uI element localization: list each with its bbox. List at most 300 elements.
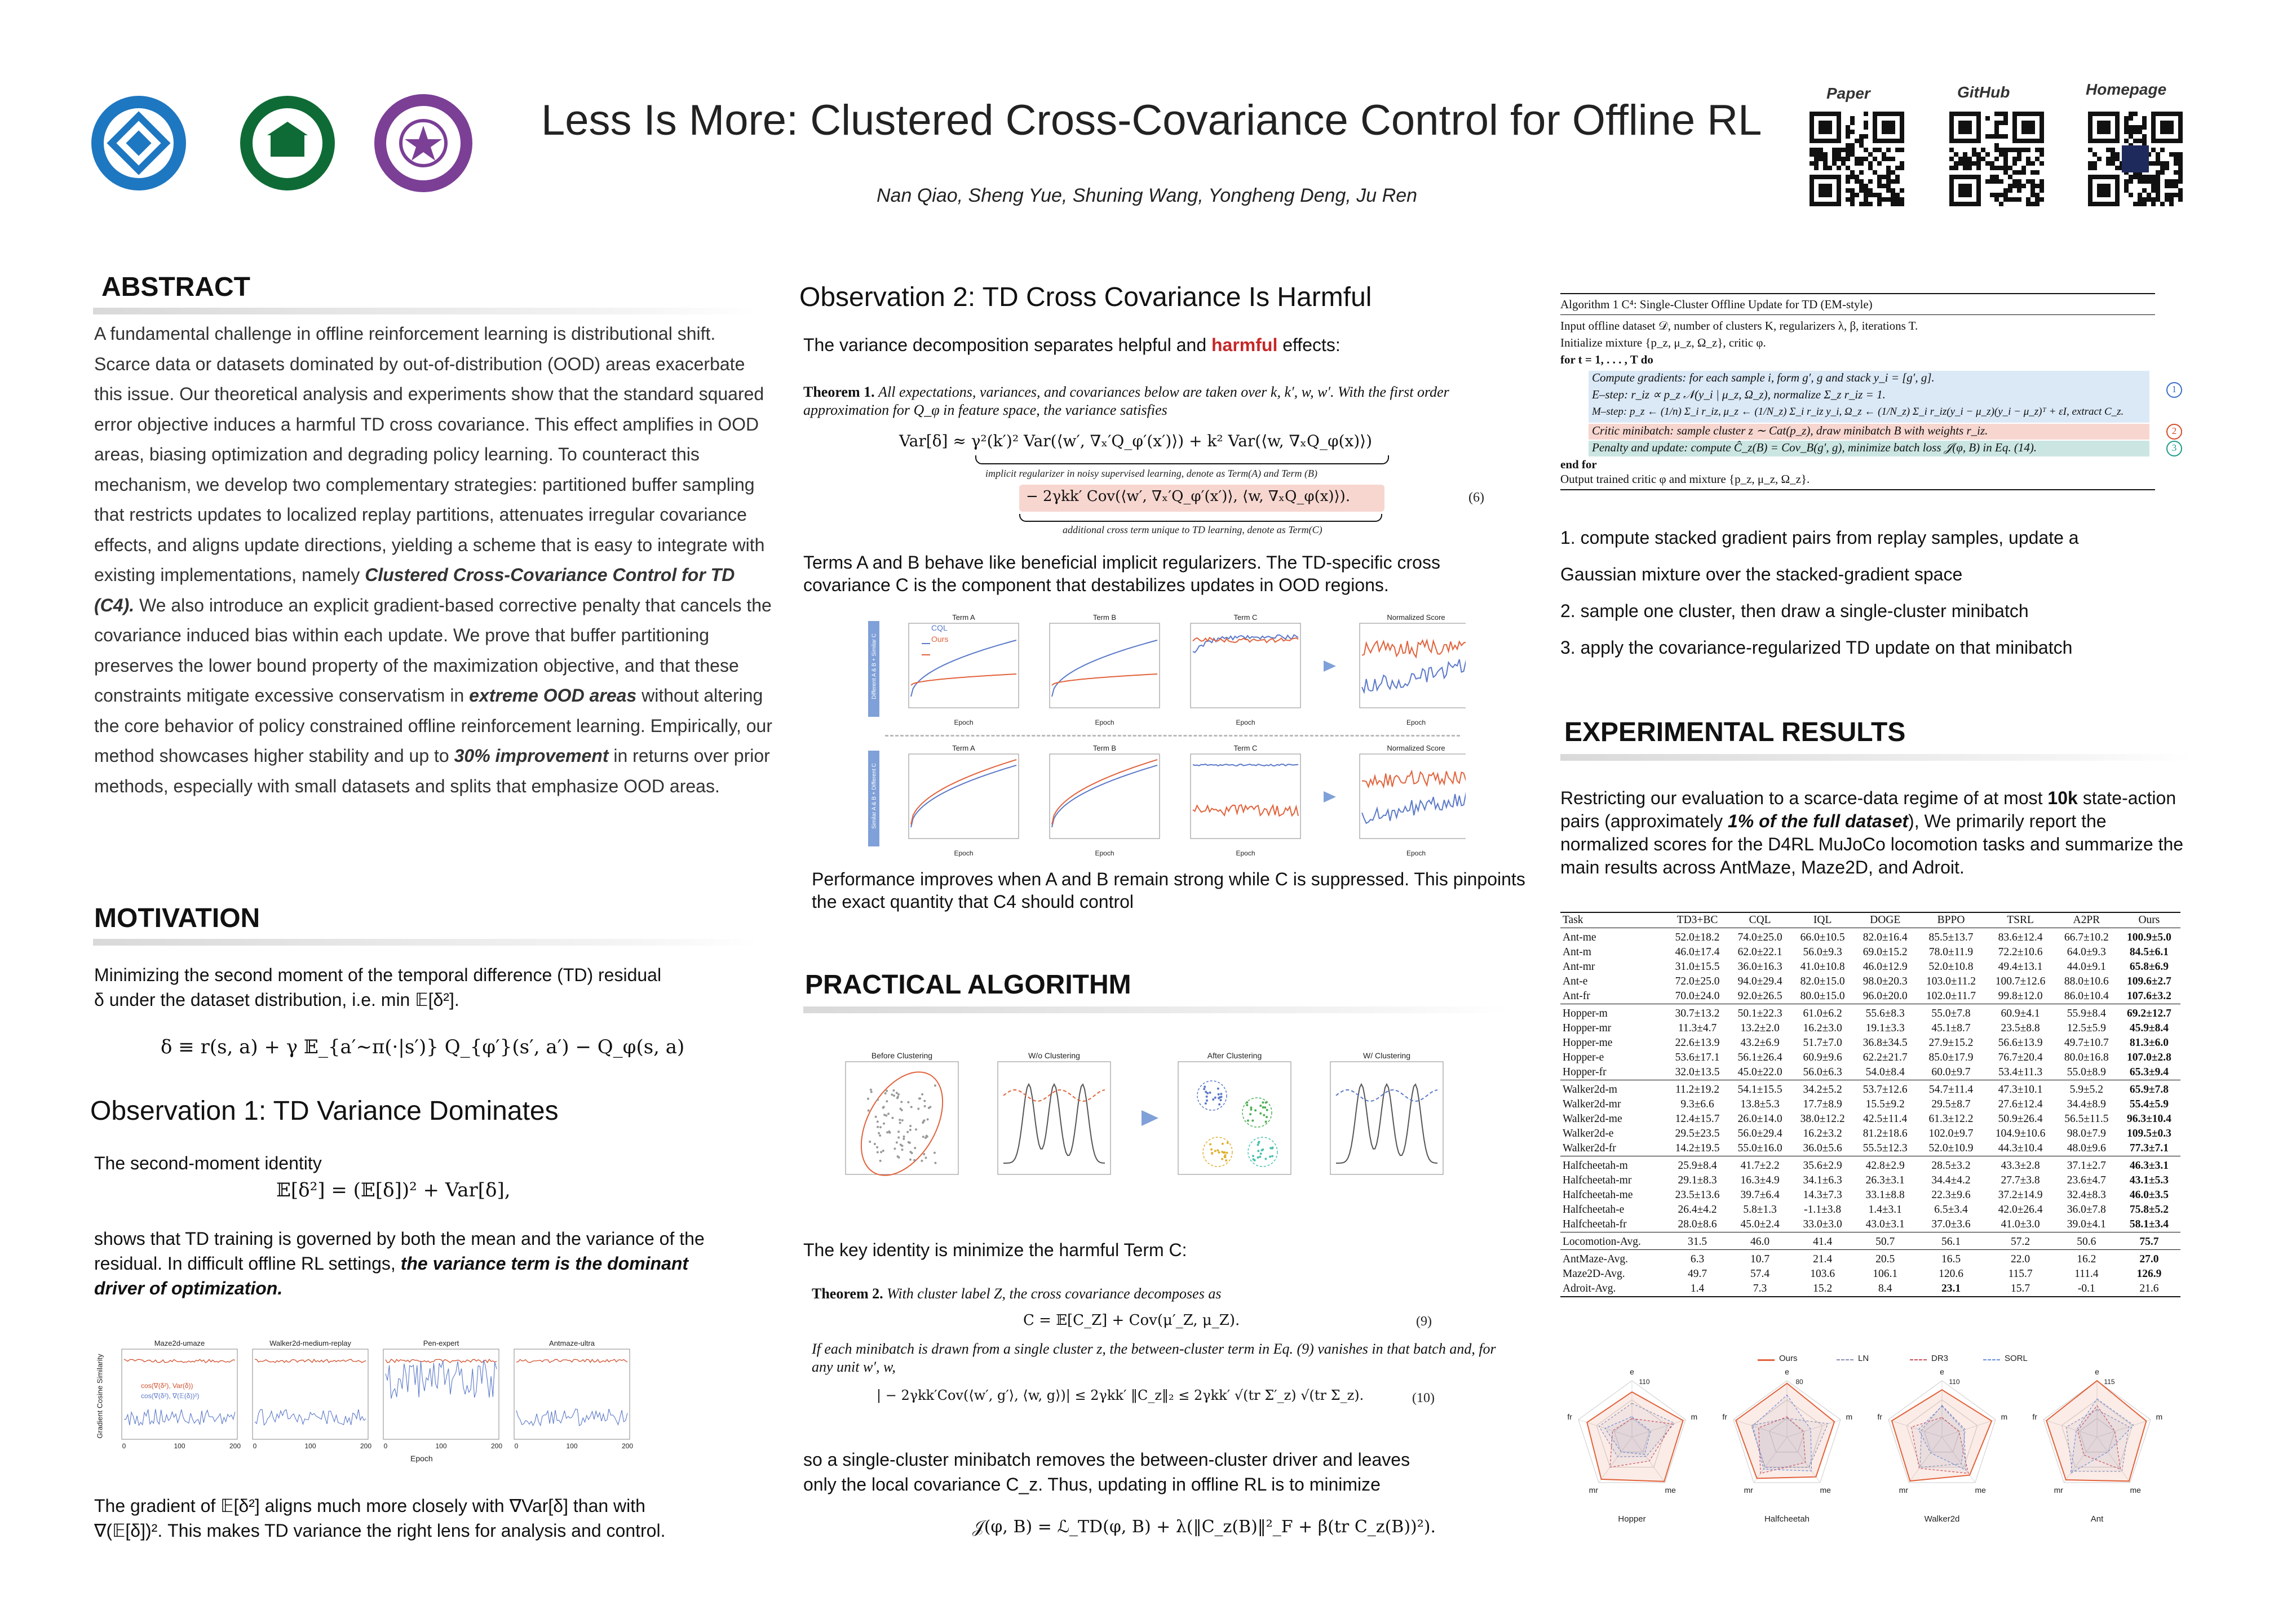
table-cell: 43.2±6.9 xyxy=(1740,1037,1780,1049)
table-cell: 5.9±5.2 xyxy=(2055,1080,2118,1098)
sample-point xyxy=(923,1100,926,1102)
table-cell: Adroit-Avg. xyxy=(1560,1281,1666,1297)
second-moment-equation: 𝔼[δ²] = (𝔼[δ])² + Var[δ], xyxy=(276,1179,511,1201)
sample-point xyxy=(877,1151,879,1154)
table-cell: 85.5±13.7 xyxy=(1917,928,1986,946)
table-cell: 81.2±18.6 xyxy=(1863,1128,1908,1139)
qr-code-homepage[interactable] xyxy=(2088,112,2183,206)
step-marker-3: 3 xyxy=(2166,441,2182,456)
table-cell: 84.5±6.1 xyxy=(2129,946,2169,958)
table-cell: 88.0±10.6 xyxy=(2064,975,2109,987)
cluster-point xyxy=(1246,1101,1248,1103)
table-cell: 82.0±16.4 xyxy=(1854,928,1917,946)
radar-legend-ln: LN xyxy=(1858,1354,1869,1363)
sample-point xyxy=(924,1105,926,1107)
column-header: TSRL xyxy=(1985,912,2055,928)
table-cell: 94.0±29.4 xyxy=(1737,975,1782,987)
table-cell: 55.5±12.3 xyxy=(1863,1142,1908,1154)
sample-point xyxy=(896,1141,898,1143)
table-cell: 76.7±20.4 xyxy=(1998,1052,2043,1063)
radar-title-hopper: Hopper xyxy=(1618,1514,1646,1524)
cluster-point xyxy=(1205,1102,1207,1105)
table-row xyxy=(1560,1232,2180,1250)
sample-point xyxy=(875,1116,877,1118)
sample-point xyxy=(924,1156,927,1159)
table-cell: 54.7±11.4 xyxy=(1917,1080,1986,1098)
algorithm-line-endfor: end for xyxy=(1560,458,1597,471)
brace-term-c-label: additional cross term unique to TD learning, denote as Term(C) xyxy=(1063,524,1322,535)
table-row xyxy=(1560,1097,2180,1112)
table-row xyxy=(1560,1127,2180,1141)
cluster-point xyxy=(1206,1099,1208,1102)
table-cell: 81.3±6.0 xyxy=(2129,1037,2169,1049)
table-cell: 56.1±26.4 xyxy=(1737,1052,1782,1063)
obs1-panel-2 xyxy=(253,1349,368,1439)
radar-max-label: 110 xyxy=(1949,1378,1960,1386)
obs1-xtick: 100 xyxy=(304,1442,316,1450)
cluster-point xyxy=(1250,1108,1252,1111)
table-cell: 53.6±17.1 xyxy=(1675,1052,1720,1063)
radar-axis-label: e xyxy=(1785,1367,1789,1376)
table-cell: 13.2±2.0 xyxy=(1740,1022,1780,1034)
table-cell: 39.0±4.1 xyxy=(2067,1218,2106,1230)
table-cell: 54.1±15.5 xyxy=(1729,1080,1791,1098)
sample-point xyxy=(901,1119,904,1121)
table-cell: Hopper-m xyxy=(1560,1004,1666,1022)
radar-axis-label: fr xyxy=(1567,1412,1572,1422)
obs2-xlabel: Epoch xyxy=(1406,719,1426,726)
algorithm-line-mstep: M–step: p_z ← (1/n) Σ_i r_iz, μ_z ← (1/N_z) Σ_i r_iz y_i, Ω_z ← (1/N_z) Σ_i r_iz(y_i − μ_z)(y_i − μ_z)ᵀ + εI, extract C_z. xyxy=(1592,406,2124,418)
algorithm-line-minibatch: Critic minibatch: sample cluster z ∼ Cat(p_z), draw minibatch B with weights r_iz. xyxy=(1592,424,1988,437)
obs1-xtick: 100 xyxy=(566,1442,578,1450)
table-row xyxy=(1560,1281,2180,1297)
cluster-point xyxy=(1271,1147,1273,1150)
sample-point xyxy=(870,1089,872,1091)
table-cell: Halfcheetah-fr xyxy=(1563,1218,1627,1230)
abstract-method-name: Clustered Cross-Covariance Control for TD (C4). xyxy=(94,565,735,615)
table-cell: 12.4±15.7 xyxy=(1675,1113,1720,1125)
radar-axis-label: me xyxy=(1665,1485,1676,1495)
sample-point xyxy=(909,1129,912,1131)
table-cell: Hopper-me xyxy=(1563,1037,1613,1049)
table-cell: 36.8±34.5 xyxy=(1863,1037,1908,1049)
table-cell: 17.7±8.9 xyxy=(1803,1098,1842,1110)
table-cell: 34.4±8.9 xyxy=(2067,1098,2106,1110)
sample-point xyxy=(879,1134,881,1137)
abstract-divider xyxy=(93,308,758,314)
column-header: CQL xyxy=(1729,912,1791,928)
radar-title-halfcheetah: Halfcheetah xyxy=(1764,1514,1810,1524)
cluster-point xyxy=(1253,1158,1255,1160)
table-cell: Halfcheetah-mr xyxy=(1563,1174,1632,1186)
motivation-divider xyxy=(93,939,758,946)
row-label-2-text: Similar A & B + Different C xyxy=(871,763,878,829)
algorithm-line-output: Output trained critic φ and mixture {p_z, μ_z, Ω_z}. xyxy=(1560,472,1810,486)
experimental-results-heading: EXPERIMENTAL RESULTS xyxy=(1564,717,1906,747)
obs2-panel-1-1 xyxy=(1050,754,1160,839)
obs1-xtick: 100 xyxy=(174,1442,185,1450)
table-cell: Ant-me xyxy=(1560,928,1666,946)
sample-point xyxy=(896,1092,898,1094)
radar-axis-label: m xyxy=(1846,1412,1853,1422)
column-header: BPPO xyxy=(1917,912,1986,928)
qr-code-paper[interactable] xyxy=(1810,112,1904,206)
abstract-text: A fundamental challenge in offline reinforcement learning is distributional shift. Scarce data or datasets dominated by out-of-distribution (OOD) areas exacerbate this issue. Our theoretical analysis and experiments show that the standard squared error objective induces a harmful TD cross covariance. This effect amplifies in OOD areas, biasing optimization and degrading policy learning. To counteract this mechanism, we develop two complementary strategies: partitioned buffer sampling that restricts updates to localized replay partitions, attenuates irregular covariance effects, and aligns update directions, yielding a scheme that is easy to integrate with existing implementations, namely Clustered Cross-Covariance Control for TD (C4). We also introduce an explicit gradient-based corrective penalty that cancels the covariance induced bias within each update. We prove that buffer partitioning preserves the lower bound property of the maximization objective, and that these constraints mitigate excessive conservatism in extreme OOD areas without altering the core behavior of policy constrained offline reinforcement learning. Empirically, our method showcases higher stability and up to 30% improvement in returns over prior methods, especially with small datasets and splits that emphasize OOD areas. xyxy=(94,323,772,796)
obs2-panel-0-0 xyxy=(909,623,1019,708)
obs1-xtick: 200 xyxy=(490,1442,503,1450)
table-cell: 29.5±23.5 xyxy=(1675,1128,1720,1139)
step-marker-1: 1 xyxy=(2166,382,2182,398)
cluster-point xyxy=(1265,1120,1267,1123)
sample-point xyxy=(907,1101,909,1103)
cluster-point xyxy=(1226,1152,1228,1154)
table-cell: 83.6±12.4 xyxy=(1985,928,2055,946)
table-cell: 16.2±3.2 xyxy=(1803,1128,1842,1139)
row-label-1-text: Different A & B + Similar C xyxy=(871,633,878,699)
theorem-2-continued: If each minibatch is drawn from a single cluster z, the between-cluster term in Eq. (9) vanishes in that batch and, for any unit w′, w, xyxy=(812,1341,1496,1375)
radar-axis-label: mr xyxy=(1589,1485,1598,1495)
radar-title-walker2d: Walker2d xyxy=(1924,1514,1960,1524)
obs1-legend-mean: cos(∇(δ²), ∇(𝔼(δ))²) xyxy=(141,1392,200,1400)
sample-point xyxy=(879,1126,882,1128)
table-cell: 60.0±9.7 xyxy=(1931,1066,1971,1078)
table-cell: 6.3 xyxy=(1666,1250,1729,1267)
table-cell: Halfcheetah-e xyxy=(1563,1204,1625,1216)
cluster-panel-title-2: W/o Clustering xyxy=(1028,1051,1080,1060)
table-cell: 61.0±6.2 xyxy=(1791,1004,1854,1022)
table-cell: 41.0±10.8 xyxy=(1800,961,1845,973)
obs2-xlabel: Epoch xyxy=(1406,849,1426,857)
variance-decomposition-line2: − 2γkk′ Cov(⟨w′, ∇ₓ′Q_φ′(x′)⟩, ⟨w, ∇ₓQ_φ(x)⟩). xyxy=(1026,488,1351,505)
cluster-point xyxy=(1257,1150,1259,1152)
table-cell: 42.0±26.4 xyxy=(1998,1204,2043,1216)
table-cell: 49.4±13.1 xyxy=(1998,961,2043,973)
obs2-panel-title-0-2: Term C xyxy=(1233,613,1258,622)
table-cell: 52.0±10.9 xyxy=(1928,1142,1974,1154)
table-row xyxy=(1560,960,2180,974)
table-cell: 46.0±17.4 xyxy=(1675,946,1720,958)
obs1-legend-var: cos(∇(δ²), Var(δ)) xyxy=(141,1382,193,1390)
table-row xyxy=(1560,1065,2180,1080)
table-cell: Maze2D-Avg. xyxy=(1563,1268,1625,1280)
table-row xyxy=(1560,928,2180,946)
table-cell: 111.4 xyxy=(2074,1268,2099,1280)
sample-point xyxy=(874,1143,876,1145)
cluster-point xyxy=(1259,1105,1262,1107)
obs2-panel-0-3 xyxy=(1360,623,1466,708)
table-row xyxy=(1560,1080,2180,1098)
table-cell: 11.3±4.7 xyxy=(1678,1022,1717,1034)
obs2-xlabel: Epoch xyxy=(1236,849,1255,857)
table-cell: 19.1±3.3 xyxy=(1865,1022,1905,1034)
sample-point xyxy=(934,1152,936,1154)
cluster-point xyxy=(1249,1113,1251,1115)
sample-point xyxy=(877,1126,879,1128)
step-marker-2: 2 xyxy=(2166,424,2182,440)
table-cell: 126.9 xyxy=(2136,1268,2162,1280)
table-cell: 60.9±4.1 xyxy=(1985,1004,2055,1022)
table-cell: 65.3±9.4 xyxy=(2129,1066,2169,1078)
cluster-point xyxy=(1257,1144,1259,1146)
table-cell: Ant-m xyxy=(1563,946,1591,958)
table-cell: 37.2±14.9 xyxy=(1998,1189,2043,1201)
table-cell: 46.0 xyxy=(1729,1232,1791,1250)
cluster-point xyxy=(1271,1155,1273,1158)
sample-point xyxy=(868,1110,870,1112)
sample-point xyxy=(915,1128,917,1130)
radar-axis-label: fr xyxy=(1722,1412,1727,1422)
cluster-point xyxy=(1224,1154,1227,1156)
sample-point xyxy=(885,1115,887,1117)
table-cell: 16.5 xyxy=(1917,1250,1986,1267)
radar-max-label: 115 xyxy=(2104,1378,2115,1386)
obs2-panel-title-1-2: Term C xyxy=(1233,744,1258,752)
table-cell: 50.1±22.3 xyxy=(1729,1004,1791,1022)
table-cell: 45.1±8.7 xyxy=(1931,1022,1971,1034)
radar-axis-label: e xyxy=(1630,1367,1634,1376)
table-cell: 55.0±16.0 xyxy=(1737,1142,1782,1154)
sample-point xyxy=(923,1153,925,1155)
table-cell: 25.9±8.4 xyxy=(1666,1156,1729,1174)
sample-point xyxy=(883,1106,885,1108)
obs2-panel-title-0-0: Term A xyxy=(952,613,975,622)
sample-point xyxy=(886,1090,888,1092)
table-cell: 106.1 xyxy=(1873,1268,1898,1280)
td-residual-equation: δ ≡ r(s, a) + γ 𝔼_{a′∼π(·|s′)} Q_{φ′}(s′, a′) − Q_φ(s, a) xyxy=(161,1036,685,1058)
table-cell: Hopper-e xyxy=(1563,1052,1604,1063)
clustering-figure xyxy=(834,1048,1499,1229)
table-cell: 109.5±0.3 xyxy=(2126,1128,2171,1139)
cluster-point xyxy=(1259,1156,1261,1158)
table-cell: 56.0±9.3 xyxy=(1803,946,1842,958)
abstract-heading: ABSTRACT xyxy=(101,272,250,302)
table-cell: 69.2±12.7 xyxy=(2118,1004,2180,1022)
cluster-point xyxy=(1206,1096,1208,1098)
cluster-point xyxy=(1264,1106,1266,1108)
sample-point xyxy=(877,1120,879,1123)
obs1-xtick: 0 xyxy=(514,1442,519,1450)
sample-point xyxy=(927,1118,929,1120)
table-cell: Walker2d-m xyxy=(1560,1080,1666,1098)
radar-legend-dr3: DR3 xyxy=(1931,1354,1949,1363)
obs2-panel-0-1 xyxy=(1050,623,1160,708)
table-cell: 6.5±3.4 xyxy=(1934,1204,1968,1216)
obs2-arrow xyxy=(1324,791,1336,802)
poster-title: Less Is More: Clustered Cross-Covariance Control for Offline RL xyxy=(541,96,1762,144)
cluster-point xyxy=(1252,1155,1254,1157)
table-cell: 42.8±2.9 xyxy=(1854,1156,1917,1174)
theorem-1: Theorem 1. All expectations, variances, and covariances below are taken over k, k′, w, w′. With the first order approximation for Q_φ in feature space, the variance satisfies xyxy=(803,384,1449,418)
table-cell: 103.0±11.2 xyxy=(1926,975,1976,987)
table-cell: 22.6±13.9 xyxy=(1675,1037,1720,1049)
sample-point xyxy=(891,1117,893,1119)
sample-point xyxy=(921,1160,923,1162)
table-row xyxy=(1560,1004,2180,1022)
sample-point xyxy=(869,1141,871,1143)
table-row xyxy=(1560,1112,2180,1127)
table-cell: 102.0±11.7 xyxy=(1926,990,1976,1002)
table-cell: 55.6±8.3 xyxy=(1854,1004,1917,1022)
table-cell: 14.3±7.3 xyxy=(1803,1189,1842,1201)
table-cell: 41.0±3.0 xyxy=(2001,1218,2040,1230)
table-cell: 43.3±2.8 xyxy=(1985,1156,2055,1174)
table-cell: 26.3±3.1 xyxy=(1865,1174,1905,1186)
key-identity-text: The key identity is minimize the harmful Term C: xyxy=(803,1240,1187,1260)
table-cell: 22.3±9.6 xyxy=(1931,1189,1971,1201)
sample-point xyxy=(899,1119,901,1121)
sample-point xyxy=(897,1096,899,1098)
cluster-point xyxy=(1205,1091,1207,1093)
table-cell: 77.3±7.1 xyxy=(2129,1142,2169,1154)
table-cell: 64.0±9.3 xyxy=(2067,946,2106,958)
obs1-panel-title-4: Antmaze-ultra xyxy=(549,1339,595,1347)
central-south-university-logo xyxy=(90,95,187,192)
table-row xyxy=(1560,1050,2180,1065)
sample-point xyxy=(899,1122,901,1124)
practical-algorithm-heading: PRACTICAL ALGORITHM xyxy=(805,970,1131,1000)
table-cell: 96.3±10.4 xyxy=(2126,1113,2171,1125)
table-cell: 35.6±2.9 xyxy=(1791,1156,1854,1174)
qr-label-paper: Paper xyxy=(1826,85,1870,102)
sample-point xyxy=(888,1130,890,1133)
radar-legend-ours: Ours xyxy=(1779,1354,1798,1363)
obs1-xtick: 200 xyxy=(360,1442,372,1450)
cluster-panel-title-3: After Clustering xyxy=(1207,1051,1262,1060)
cluster-panel-2 xyxy=(998,1062,1111,1174)
sample-point xyxy=(893,1094,895,1097)
sample-point xyxy=(883,1123,885,1125)
cluster-point xyxy=(1254,1109,1257,1111)
table-cell: 55.4±5.9 xyxy=(2129,1098,2169,1110)
cluster-point xyxy=(1262,1106,1264,1108)
cluster-point xyxy=(1262,1101,1264,1103)
table-cell: 1.4 xyxy=(1666,1281,1729,1297)
obs1-panel-title-1: Maze2d-umaze xyxy=(154,1339,205,1347)
algorithm-line-for: for t = 1, . . . , T do xyxy=(1560,353,1653,366)
cluster-point xyxy=(1212,1098,1214,1101)
table-cell: 15.7 xyxy=(1985,1281,2055,1297)
table-cell: 37.1±2.7 xyxy=(2055,1156,2118,1174)
obs2-panel-title-1-1: Term B xyxy=(1092,744,1117,752)
sample-point xyxy=(901,1148,903,1151)
obs2-terms-text: Terms A and B behave like beneficial implicit regularizers. The TD-specific cross covariance C is the component that destabilizes updates in OOD regions. xyxy=(803,552,1440,595)
table-cell: 1.4±3.1 xyxy=(1868,1204,1902,1216)
table-cell: 50.6 xyxy=(2055,1232,2118,1250)
radar-axis-label: me xyxy=(1975,1485,1986,1495)
sample-point xyxy=(884,1092,887,1094)
obs1-xtick: 0 xyxy=(122,1442,126,1450)
cluster-point xyxy=(1214,1150,1216,1152)
table-cell: 33.0±3.0 xyxy=(1803,1218,1842,1230)
table-cell: 9.3±6.6 xyxy=(1680,1098,1714,1110)
sample-point xyxy=(897,1093,900,1096)
gradient-cosine-figure xyxy=(95,1336,647,1476)
radar-axis-label: m xyxy=(2156,1412,2163,1422)
cluster-point xyxy=(1266,1109,1268,1111)
sample-point xyxy=(887,1112,890,1115)
obs2-panel-title-0-1: Term B xyxy=(1092,613,1117,622)
table-cell: 49.7±10.7 xyxy=(2064,1037,2109,1049)
column-header: IQL xyxy=(1791,912,1854,928)
radar-axis-label: me xyxy=(2130,1485,2141,1495)
cluster-point xyxy=(1218,1097,1220,1099)
algorithm-box xyxy=(1560,293,2177,486)
table-cell: 65.8±6.9 xyxy=(2129,961,2169,973)
table-cell: 86.0±10.4 xyxy=(2064,990,2109,1002)
table-cell: 96.0±20.0 xyxy=(1863,990,1908,1002)
table-cell: 56.1 xyxy=(1917,1232,1986,1250)
table-cell: 41.4 xyxy=(1791,1232,1854,1250)
cluster-panel-title-1: Before Clustering xyxy=(871,1051,933,1060)
obs1-xtick: 0 xyxy=(383,1442,388,1450)
table-cell: Walker2d-mr xyxy=(1563,1098,1621,1110)
sample-point xyxy=(919,1097,921,1099)
practical-after-text: so a single-cluster minibatch removes the between-cluster driver and leaves only the local covariance C_z. Thus, updating in offline RL is to minimize xyxy=(803,1449,1410,1495)
table-cell: 62.2±21.7 xyxy=(1863,1052,1908,1063)
table-cell: 28.5±3.2 xyxy=(1917,1156,1986,1174)
obs2-legend-ours: Ours xyxy=(931,635,949,644)
sample-point xyxy=(922,1136,924,1138)
brace-term-ab-label: implicit regularizer in noisy supervised learning, denote as Term(A) and Term (B) xyxy=(985,468,1317,479)
table-cell: 100.7±12.6 xyxy=(1995,975,2046,987)
table-cell: 57.4 xyxy=(1750,1268,1770,1280)
table-cell: 39.7±6.4 xyxy=(1740,1189,1780,1201)
results-table xyxy=(1560,912,2180,1297)
column-header: TD3+BC xyxy=(1666,912,1729,928)
sample-point xyxy=(921,1093,923,1096)
table-cell: 72.0±25.0 xyxy=(1675,975,1720,987)
eq-number-9: (9) xyxy=(1416,1314,1432,1329)
sample-point xyxy=(880,1151,882,1153)
table-cell: 46.0±12.9 xyxy=(1863,961,1908,973)
table-cell: 36.0±16.3 xyxy=(1737,961,1782,973)
results-intro: Restricting our evaluation to a scarce-data regime of at most 10k state-action pairs (approximately 1% of the full dataset), We primarily report the normalized scores for the D4RL MuJoCo locomotion tasks and summarize the main results across AntMaze, Maze2D, and Adroit. xyxy=(1560,788,2184,877)
sample-point xyxy=(901,1109,903,1111)
table-cell: 11.2±19.2 xyxy=(1666,1080,1729,1098)
table-cell: 49.7 xyxy=(1687,1268,1707,1280)
algorithm-line-init: Initialize mixture {p_z, μ_z, Ω_z}, critic φ. xyxy=(1560,336,1766,349)
term-comparison-figure xyxy=(868,610,1466,863)
radar-axis-label: mr xyxy=(1899,1485,1908,1495)
cluster-point xyxy=(1211,1152,1213,1155)
table-cell: Ant-fr xyxy=(1563,990,1590,1002)
cluster-point xyxy=(1266,1116,1268,1118)
obs1-panel-title-3: Pen-expert xyxy=(423,1339,459,1347)
sample-point xyxy=(897,1136,900,1138)
sample-point xyxy=(909,1151,912,1153)
radar-charts xyxy=(1561,1364,2187,1533)
table-row xyxy=(1560,945,2180,960)
obs2-arrow xyxy=(1324,660,1336,672)
sample-point xyxy=(934,1084,936,1087)
table-cell: 104.9±10.6 xyxy=(1995,1128,2046,1139)
radar-axis-label: m xyxy=(2001,1412,2008,1422)
radar-legend-sorl: SORL xyxy=(2005,1354,2028,1363)
table-cell: 50.7 xyxy=(1854,1232,1917,1250)
table-cell: 66.7±10.2 xyxy=(2055,928,2118,946)
table-row xyxy=(1560,1203,2180,1217)
cluster-point xyxy=(1220,1096,1223,1098)
qr-code-github[interactable] xyxy=(1949,112,2044,206)
obs2-xlabel: Epoch xyxy=(1095,849,1114,857)
table-cell: 80.0±15.0 xyxy=(1800,990,1845,1002)
table-cell: 115.7 xyxy=(2008,1268,2033,1280)
table-cell: 42.5±11.4 xyxy=(1863,1113,1908,1125)
table-cell: 75.7 xyxy=(2118,1232,2180,1250)
obs2-panel-1-3 xyxy=(1360,754,1466,839)
table-cell: 85.0±17.9 xyxy=(1928,1052,1974,1063)
sample-point xyxy=(876,1146,878,1148)
